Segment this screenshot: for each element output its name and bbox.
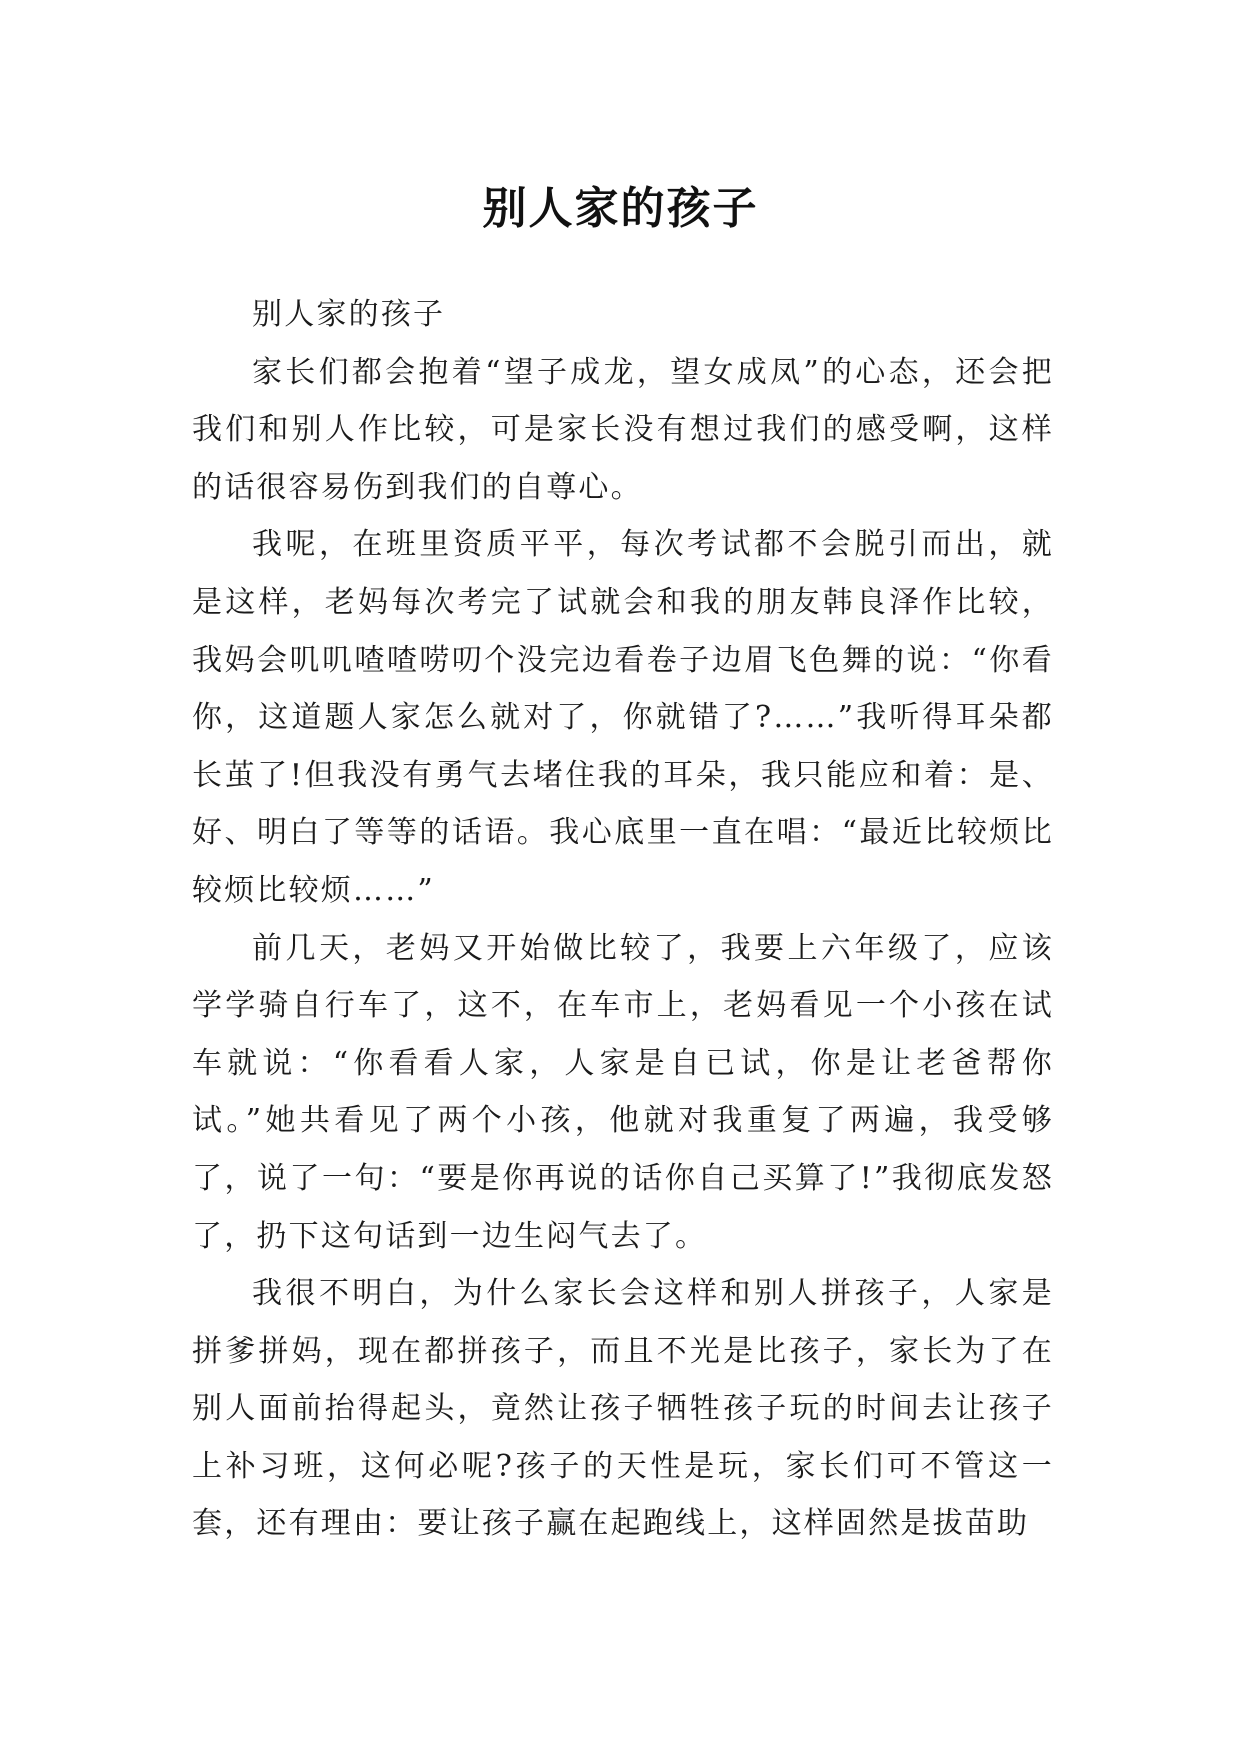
document-body	[192, 286, 1054, 1553]
paragraph: 家长们都会抱着“望子成龙，望女成凤”的心态，还会把我们和别人作比较，可是家长没有想过我们的感受啊，这样的话很容易伤到我们的自尊心。	[192, 354, 1054, 505]
paragraph: 前几天，老妈又开始做比较了，我要上六年级了，应该学学骑自行车了，这不，在车市上，老妈看见一个小孩在试车就说：“你看看人家，人家是自已试，你是让老爸帮你试。”她共看见了两个小孩，他就对我重复了两遍，我受够了，说了一句：“要是你再说的话你自己买算了!”我彻底发怒了，扔下这句话到一边生闷气去了。	[192, 930, 1054, 1254]
paragraph: 我很不明白，为什么家长会这样和别人拼孩子，人家是拼爹拼妈，现在都拼孩子，而且不光是比孩子，家长为了在别人面前抬得起头，竟然让孩子牺牲孩子玩的时间去让孩子上补习班，这何必呢?孩子的天性是玩，家长们可不管这一套，还有理由：要让孩子赢在起跑线上，这样固然是拔苗助	[192, 1276, 1054, 1542]
paragraph-subtitle: 别人家的孩子	[252, 297, 446, 332]
paragraph: 我呢，在班里资质平平，每次考试都不会脱引而出，就是这样，老妈每次考完了试就会和我的朋友韩良泽作比较，我妈会叽叽喳喳唠叨个没完边看卷子边眉飞色舞的说：“你看你，这道题人家怎么就对了，你就错了?……”我听得耳朵都长茧了!但我没有勇气去堵住我的耳朵，我只能应和着：是、好、明白了等等的话语。我心底里一直在唱：“最近比较烦比较烦比较烦……”	[192, 527, 1054, 908]
document-title: 别人家的孩子	[482, 183, 759, 235]
